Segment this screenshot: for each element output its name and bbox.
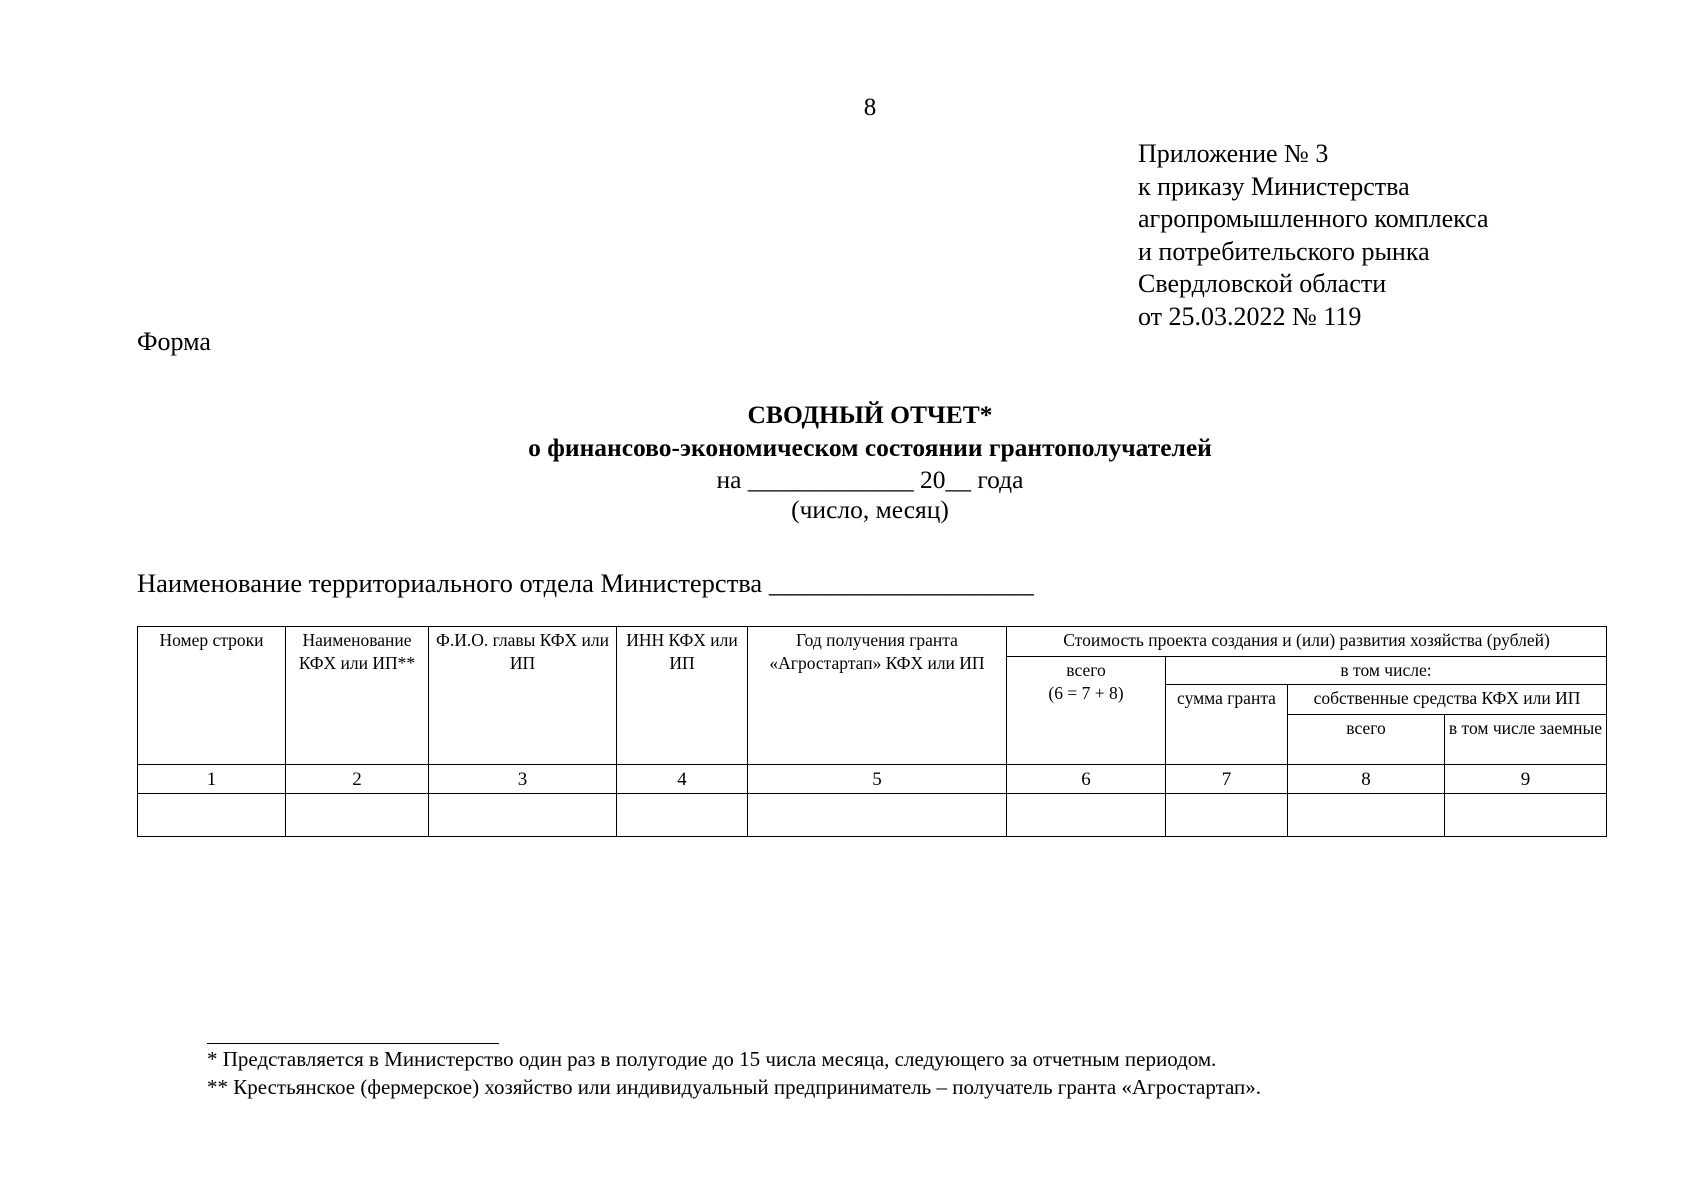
appendix-line: Приложение № 3 [1138,139,1329,168]
appendix-line: и потребительского рынка [1138,236,1430,266]
footnote-divider [207,1043,499,1044]
table-cell[interactable] [1007,794,1166,837]
table-cell[interactable] [429,794,617,837]
report-title: СВОДНЫЙ ОТЧЕТ* [747,400,993,429]
column-number: 8 [1288,765,1445,794]
footnote: ** Крестьянское (фермерское) хозяйство или индивидуальный предприниматель – получатель гранта «Агростартап». [207,1075,1262,1099]
appendix-line: к приказу Министерства [1138,171,1410,201]
header-own-funds: собственные средства КФХ или ИП [1288,685,1607,715]
report-date-line: на _____________ 20__ года [716,465,1024,494]
header-total [1007,657,1166,765]
column-number: 4 [617,765,748,794]
header-including: в том числе: [1166,657,1607,685]
page-number: 8 [863,94,877,121]
table-cell[interactable] [138,794,286,837]
appendix-line: от 25.03.2022 № 119 [1138,301,1362,331]
header-fio: Ф.И.О. главы КФХ или ИП [429,627,617,765]
column-number-row [138,765,1607,794]
summary-report-table [137,626,1607,837]
column-number: 9 [1445,765,1607,794]
table-row [138,794,1607,837]
column-number: 3 [429,765,617,794]
footnote: * Представляется в Министерство один раз в полугодие до 15 числа месяца, следующего за отчетным периодом. [207,1047,1217,1071]
report-date-hint: (число, месяц) [791,495,949,524]
table-cell[interactable] [1288,794,1445,837]
header-cost-group: Стоимость проекта создания и (или) развития хозяйства (рублей) [1007,627,1607,657]
table-cell[interactable] [1166,794,1288,837]
territorial-department-line: Наименование территориального отдела Министерства ____________________ [137,568,1034,598]
header-own-total: всего [1288,715,1445,765]
column-number: 1 [138,765,286,794]
table-cell[interactable] [286,794,429,837]
header-grant-year: Год получения гранта «Агростартап» КФХ или ИП [748,627,1007,765]
header-own-borrowed: в том числе заемные [1445,715,1607,765]
appendix-line: агропромышленного комплекса [1138,204,1489,234]
report-heading [430,398,1310,525]
header-grant-sum: сумма гранта [1166,685,1288,765]
appendix-line: Свердловской области [1138,269,1387,299]
column-number: 2 [286,765,429,794]
header-inn: ИНН КФХ или ИП [617,627,748,765]
report-subtitle: о финансово-экономическом состоянии грантополучателей [528,433,1212,462]
footnotes [207,1045,1261,1101]
table-cell[interactable] [748,794,1007,837]
form-label: Форма [137,327,211,356]
appendix-reference [1138,138,1489,334]
column-number: 6 [1007,765,1166,794]
table-cell[interactable] [617,794,748,837]
header-row-number: Номер строки [138,627,286,765]
table-cell[interactable] [1445,794,1607,837]
header-total-formula: (6 = 7 + 8) [1048,683,1124,703]
column-number: 5 [748,765,1007,794]
column-number: 7 [1166,765,1288,794]
header-total-label: всего [1066,660,1106,680]
header-name: Наименование КФХ или ИП** [286,627,429,765]
